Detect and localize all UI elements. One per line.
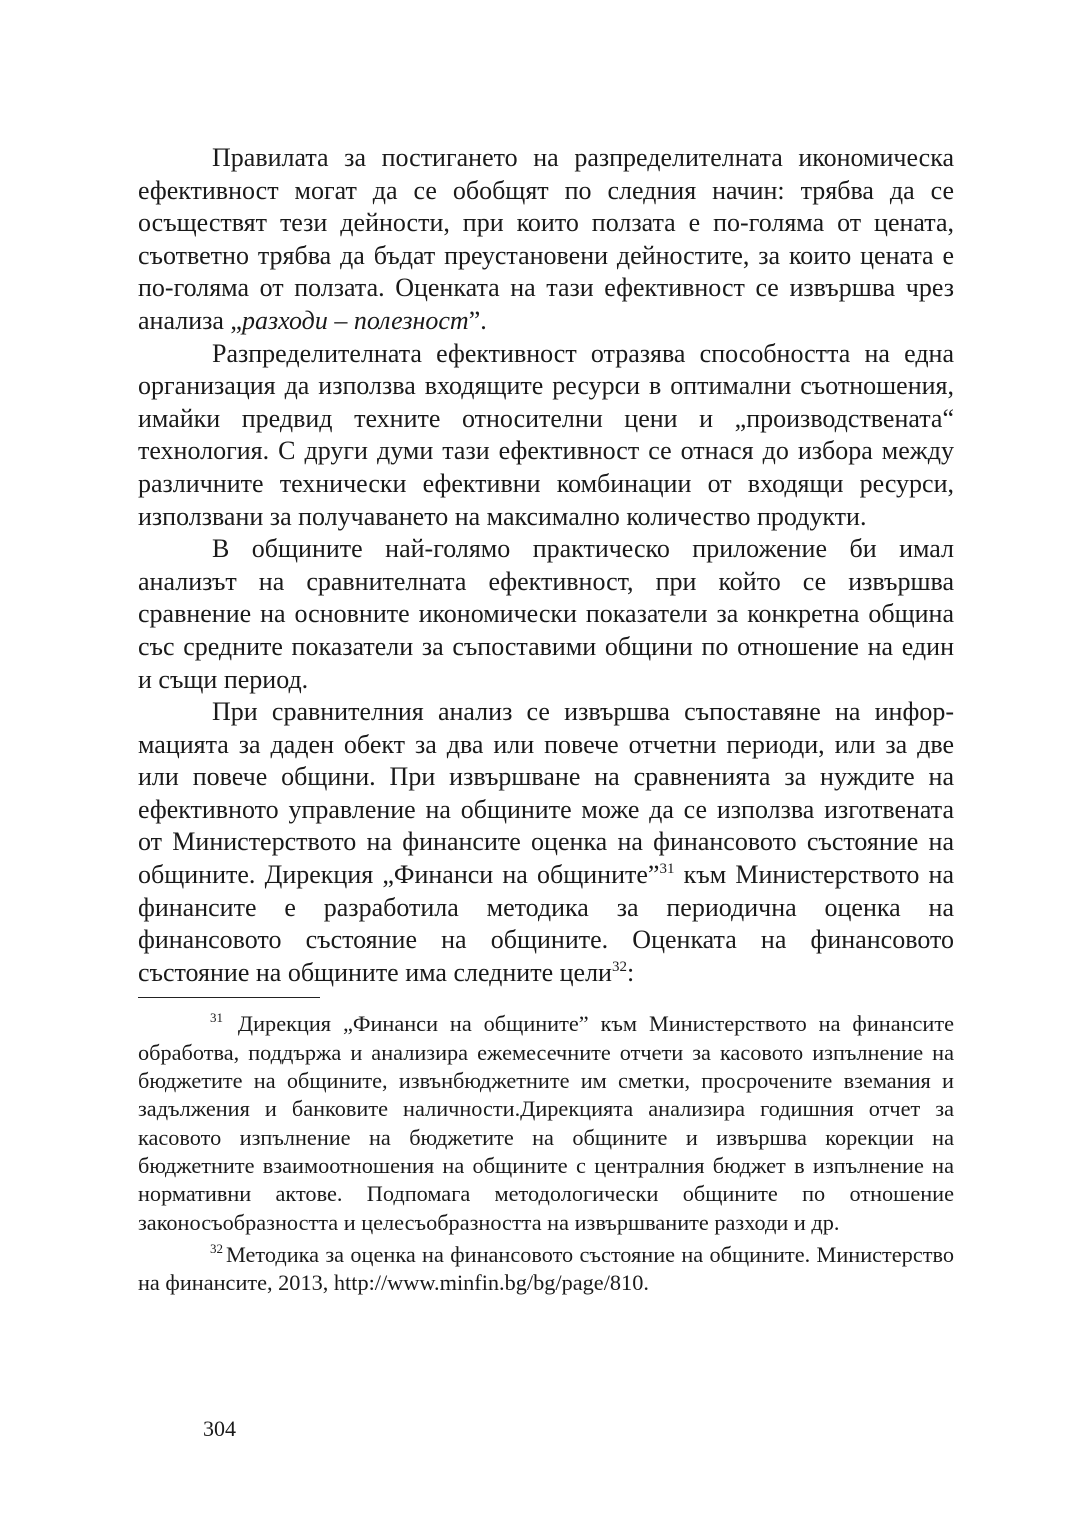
paragraph-1-end: ”. (468, 305, 487, 335)
footnote-divider (138, 997, 320, 998)
footnote-number: 31 (210, 1010, 223, 1026)
paragraph-4-text: При сравнителния анализ се извършва съпоставяне на информацията за даден обект за два или повече отчетни периоди, или за две или повече общини. При извършване на сравненията за нуждите на ефективното управление на общините може да се използва изготвената от Министерството на финансите оценка на финансовото състояние на общините. Дирекция „Финанси на общините” (138, 697, 954, 890)
page-number: 304 (203, 1416, 236, 1441)
footnote-ref-31[interactable]: 31 (659, 861, 675, 878)
main-text (138, 142, 954, 989)
paragraph-1-text: Правилата за постигането на разпределителната икономическа ефективност могат да се обобщят по следния начин: трябва да се осъществят тези дейности, при които ползата е по-голяма от цената, съответно трябва да бъдат преустановени дейностите, за които цената е по-голяма от ползата. Оценката на тази ефективност се извършва чрез анализа „ (138, 143, 954, 335)
paragraph-4-end: : (626, 957, 635, 987)
footnotes (138, 1010, 954, 1297)
footnote-text: Методика за оценка на финансовото състояние на общините. Министерство на финансите, 2013, http://www.minfin.bg/bg/page/810. (138, 1241, 954, 1296)
paragraph-2: Разпределителната ефективност отразява способността на една организация да използва входящите ресурси в оптимални съотношения, имайки предвид техните относителни цени и „производствената“ технология. С други думи тази ефективност се отнася до избора между различните технически ефективни комбинации от входящи ресурси, използвани за получаването на максимално количество продукти. (138, 338, 954, 531)
paragraph-4 (138, 696, 954, 989)
document-page (138, 142, 954, 1297)
footnote-32 (138, 1241, 954, 1298)
paragraph-4-text-cont: към Министерството на финансите е разработила методика за периодична оценка на финансовото състояние на общините. Оценката на финансовото състояние на общините има следните цели (138, 860, 954, 987)
footnote-ref-32[interactable]: 32 (611, 958, 627, 975)
paragraph-3: В общините най-голямо практическо приложение би имал анализът на сравнителната ефективност, при който се извършва сравнение на основните икономически показатели за конкретна община със средните показатели за съпоставими общини по отношение на един и същи период. (138, 534, 954, 694)
italic-term: разходи – полезност (241, 305, 469, 335)
footnote-text: Дирекция „Финанси на общините” към Министерството на финансите обработва, поддържа и анализира ежемесечните отчети за касовото изпълнение на бюджетите на общините, извънбюджетните им сметки, просрочените вземания и задължения и банковите наличности.Дирекцията анализира годишния отчет за касовото изпълнение на бюджетите на общините и извършва корекции на бюджетните взаимоотношения на общините с централния бюджет в изпълнение на нормативни актове. Подпомага методологически общините по отношение законосъобразността и целесъобразността на извършваните разходи и др. (138, 1011, 954, 1235)
footnote-31 (138, 1010, 954, 1236)
footnote-number: 32 (210, 1240, 223, 1256)
paragraph-1 (138, 142, 954, 338)
